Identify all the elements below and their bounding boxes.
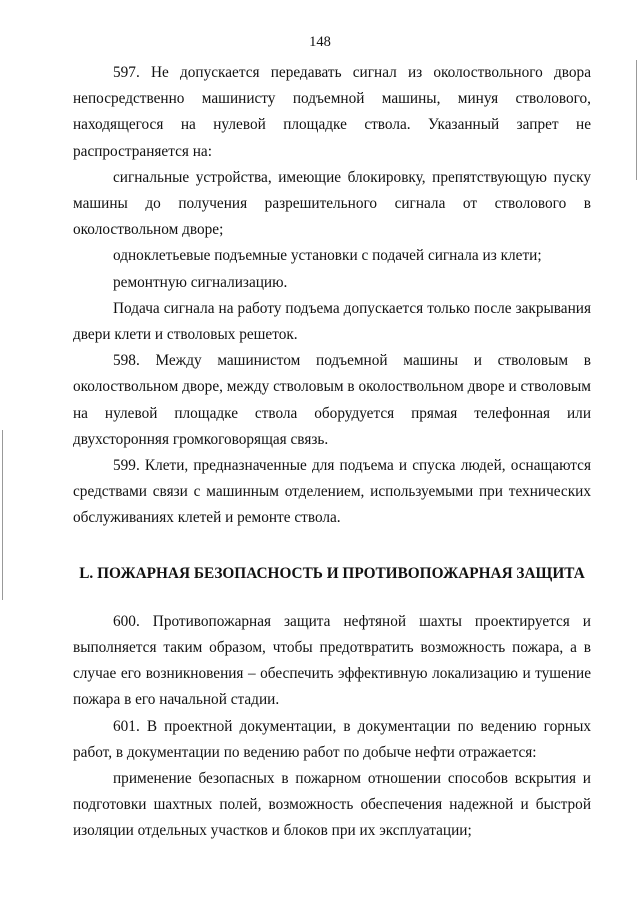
paragraph-598: 598. Между машинистом подъемной машины и стволовым в околоствольном дворе, между стволовым в околоствольном дворе и стволовым на нулевой площадке ствола оборудуется прямая телефонная или двухсторонняя громкоговорящая связь. (73, 352, 591, 448)
paragraph-list-item: ремонтную сигнализацию. (113, 273, 288, 291)
paragraph-list-item: сигнальные устройства, имеющие блокировку, препятствующую пуску машины до получения разрешительного сигнала от стволового в околоствольном дворе; (73, 168, 591, 239)
paragraph-599: 599. Клети, предназначенные для подъема и спуска людей, оснащаются средствами связи с машинным отделением, используемыми при технических обслуживаниях клетей и ремонте ствола. (73, 457, 591, 527)
paragraph-601: 601. В проектной документации, в документации по ведению горных работ, в документации по ведению работ по добыче нефти отражается: (73, 717, 591, 761)
paragraph-list-item: применение безопасных в пожарном отношении способов вскрытия и подготовки шахтных полей, возможность обеспечения надежной и быстрой изоляции отдельных участков и блоков при их эксплуатации; (73, 770, 591, 840)
section-heading: L. ПОЖАРНАЯ БЕЗОПАСНОСТЬ И ПРОТИВОПОЖАРНАЯ ЗАЩИТА (79, 564, 585, 582)
scan-edge-mark (2, 430, 3, 600)
document-body (73, 60, 591, 845)
paragraph-597: 597. Не допускается передавать сигнал из околоствольного двора непосредственно машинисту подъемной машины, минуя стволового, находящегося на нулевой площадке ствола. Указанный запрет не распространяется на: (73, 64, 591, 160)
page-number: 148 (309, 34, 331, 50)
paragraph: Подача сигнала на работу подъема допускается только после закрывания двери клети и стволовых решеток. (73, 299, 591, 344)
paragraph-600: 600. Противопожарная защита нефтяной шахты проектируется и выполняется таким образом, чтобы предотвратить возможность пожара, а в случае его возникновения – обеспечить эффективную локализацию и тушение пожара в его начальной стадии. (73, 612, 591, 709)
paragraph-list-item: одноклетьевые подъемные установки с подачей сигнала из клети; (113, 247, 542, 265)
scan-edge-mark (636, 60, 637, 180)
